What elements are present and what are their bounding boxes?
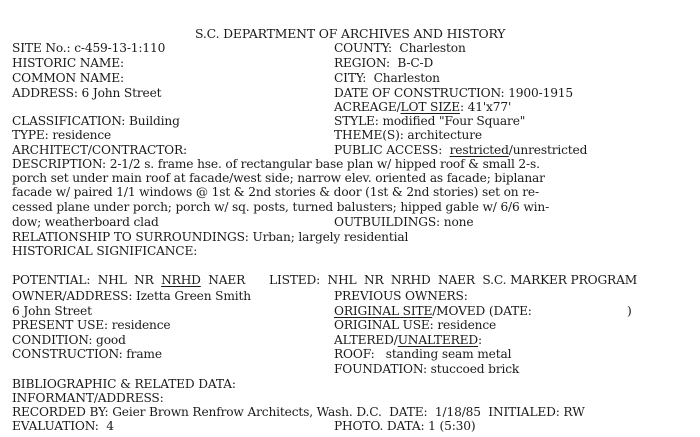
- potential-nrhd: NRHD: [161, 273, 201, 287]
- roof: ROOF: standing seam metal: [334, 347, 512, 361]
- bibliographic-data: BIBLIOGRAPHIC & RELATED DATA:: [12, 377, 236, 391]
- outbuildings: OUTBUILDINGS: none: [334, 215, 474, 229]
- public-access-label: PUBLIC ACCESS:: [334, 143, 450, 157]
- common-name: COMMON NAME:: [12, 71, 124, 85]
- type: TYPE: residence: [12, 128, 112, 142]
- public-access: [334, 143, 587, 157]
- region: REGION: B-C-D: [334, 56, 434, 70]
- city: CITY: Charleston: [334, 71, 440, 85]
- listed: LISTED: NHL NR NRHD NAER S.C. MARKER PROGRAM: [269, 273, 638, 287]
- card-title: S.C. DEPARTMENT OF ARCHIVES AND HISTORY: [195, 26, 506, 41]
- informant-address: INFORMANT/ADDRESS:: [12, 391, 164, 405]
- description-line-3: facade w/ paired 1/1 windows @ 1st & 2nd stories & door (1st & 2nd stories) set on re-: [12, 185, 539, 199]
- potential-naer: NAER: [200, 273, 246, 287]
- county: COUNTY: Charleston: [334, 41, 466, 55]
- original-site: ORIGINAL SITE: [334, 304, 433, 318]
- original-site-moved: [334, 304, 532, 318]
- altered-unaltered: [334, 333, 482, 347]
- unaltered-label: UNALTERED: [397, 333, 479, 347]
- owner-street: 6 John Street: [12, 304, 92, 318]
- style: STYLE: modified "Four Square": [334, 114, 526, 128]
- moved-date-close: ): [627, 304, 632, 318]
- foundation: FOUNDATION: stuccoed brick: [334, 362, 520, 376]
- date-of-construction: DATE OF CONSTRUCTION: 1900-1915: [334, 86, 574, 100]
- present-use: PRESENT USE: residence: [12, 318, 171, 332]
- acreage-label: ACREAGE/: [334, 100, 401, 114]
- original-use: ORIGINAL USE: residence: [334, 318, 497, 332]
- lot-size-value: : 41'x77': [459, 100, 512, 114]
- potential-label: POTENTIAL: NHL NR: [12, 273, 162, 287]
- construction: CONSTRUCTION: frame: [12, 347, 162, 361]
- classification: CLASSIFICATION: Building: [12, 114, 180, 128]
- site-number: SITE No.: c-459-13-1:110: [12, 41, 166, 55]
- moved-date: /MOVED (DATE:: [432, 304, 532, 318]
- previous-owners: PREVIOUS OWNERS:: [334, 289, 468, 303]
- altered-label: ALTERED/: [334, 333, 398, 347]
- potential: [12, 273, 245, 287]
- condition: CONDITION: good: [12, 333, 126, 347]
- architect-contractor: ARCHITECT/CONTRACTOR:: [12, 143, 187, 157]
- description-line-1: DESCRIPTION: 2-1/2 s. frame hse. of rectangular base plan w/ hipped roof & small 2-s.: [12, 157, 540, 171]
- recorded-by: RECORDED BY: Geier Brown Renfrow Architects, Wash. D.C. DATE: 1/18/85 INITIALED: RW: [12, 405, 585, 419]
- public-access-unrestricted: /unrestricted: [508, 143, 588, 157]
- lot-size-label: LOT SIZE: [400, 100, 460, 114]
- acreage-lot-size: [334, 100, 511, 114]
- historic-name: HISTORIC NAME:: [12, 56, 124, 70]
- description-line-4: cessed plane under porch; porch w/ sq. posts, turned balusters; hipped gable w/ 6/6 win-: [12, 200, 550, 214]
- description-line-5: dow; weatherboard clad: [12, 215, 159, 229]
- evaluation: EVALUATION: 4: [12, 419, 114, 433]
- public-access-restricted: restricted: [449, 143, 509, 157]
- altered-colon: :: [478, 333, 483, 347]
- relationship-to-surroundings: RELATIONSHIP TO SURROUNDINGS: Urban; largely residential: [12, 230, 409, 244]
- owner-address: OWNER/ADDRESS: Izetta Green Smith: [12, 289, 251, 303]
- themes: THEME(S): architecture: [334, 128, 482, 142]
- photo-data: PHOTO. DATA: 1 (5:30): [334, 419, 476, 433]
- description-line-2: porch set under main roof at facade/west side; narrow elev. oriented as facade; biplanar: [12, 171, 545, 185]
- address: ADDRESS: 6 John Street: [12, 86, 162, 100]
- historical-significance: HISTORICAL SIGNIFICANCE:: [12, 244, 198, 258]
